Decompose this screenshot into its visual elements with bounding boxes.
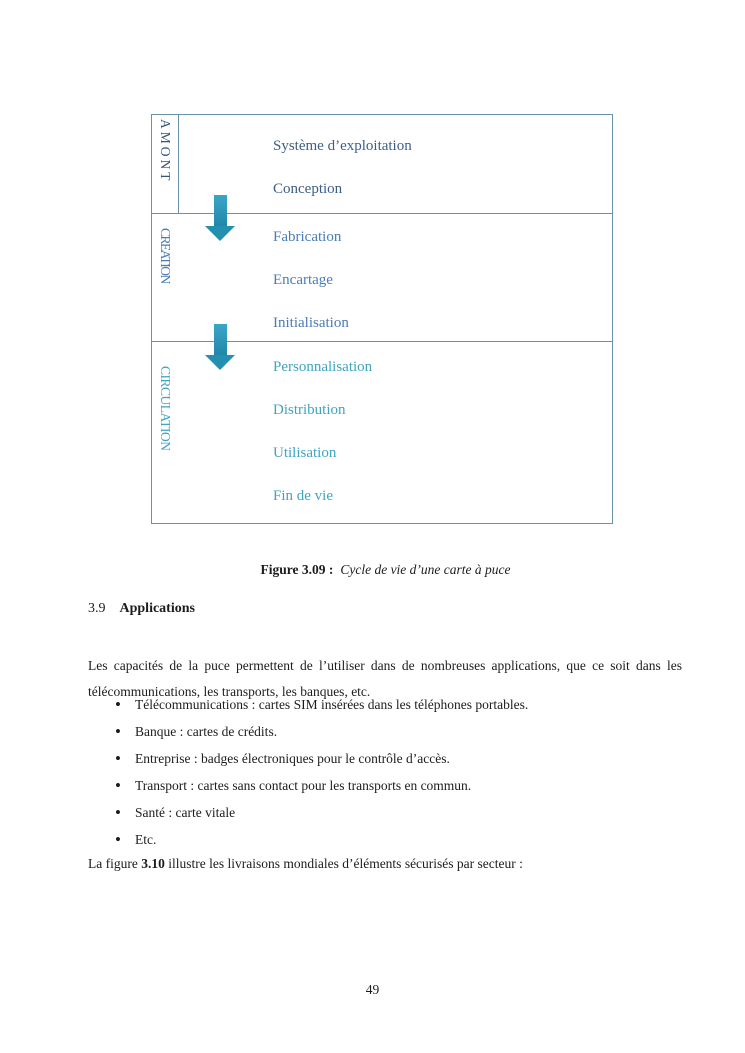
list-item: • Etc.	[88, 826, 682, 853]
lifecycle-step: Distribution	[273, 402, 346, 418]
arrow-stem	[214, 324, 227, 355]
lifecycle-step: Fin de vie	[273, 488, 333, 504]
list-item: • Banque : cartes de crédits.	[88, 718, 682, 745]
down-arrow-icon	[205, 324, 235, 370]
lifecycle-step: Encartage	[273, 272, 333, 288]
lifecycle-step: Initialisation	[273, 315, 349, 331]
closing-prefix: La figure	[88, 856, 142, 871]
closing-suffix: illustre les livraisons mondiales d’éléments sécurisés par secteur :	[164, 856, 523, 871]
lifecycle-step: Personnalisation	[273, 359, 373, 375]
section-number: 3.9	[88, 601, 106, 616]
lifecycle-step: Utilisation	[273, 445, 337, 461]
closing-line	[88, 856, 523, 872]
row-label-amont: AMONT	[158, 119, 173, 184]
figure-reference: 3.10	[141, 856, 165, 871]
list-item: • Transport : cartes sans contact pour les transports en commun.	[88, 772, 682, 799]
arrow-stem	[214, 195, 227, 226]
list-item: • Entreprise : badges électroniques pour le contrôle d’accès.	[88, 745, 682, 772]
lifecycle-step: Conception	[273, 181, 343, 197]
lifecycle-step: Fabrication	[273, 229, 342, 245]
applications-list	[88, 691, 682, 853]
page-number: 49	[365, 982, 380, 997]
down-arrow-icon	[205, 195, 235, 241]
arrow-head	[205, 226, 235, 241]
row-label-circulation: CIRCULATION	[158, 366, 173, 451]
body-paragraph: Les capacités de la puce permettent de l’utiliser dans de nombreuses applications, que ce soit dans les télécommunications, les transports, les banques, etc.	[88, 657, 682, 699]
section-title: Applications	[119, 601, 195, 616]
arrow-head	[205, 355, 235, 370]
lifecycle-step: Système d’exploitation	[273, 138, 412, 154]
list-item: • Santé : carte vitale	[88, 799, 682, 826]
list-item: • Télécommunications : cartes SIM insérées dans les téléphones portables.	[88, 691, 682, 718]
figure-caption-text: Cycle de vie d’une carte à puce	[340, 562, 511, 577]
figure-caption-label: Figure 3.09 :	[260, 562, 334, 577]
lifecycle-figure	[151, 114, 613, 524]
section-heading	[88, 601, 195, 617]
figure-caption	[0, 562, 745, 578]
row-label-creation: CREATION	[158, 228, 173, 283]
